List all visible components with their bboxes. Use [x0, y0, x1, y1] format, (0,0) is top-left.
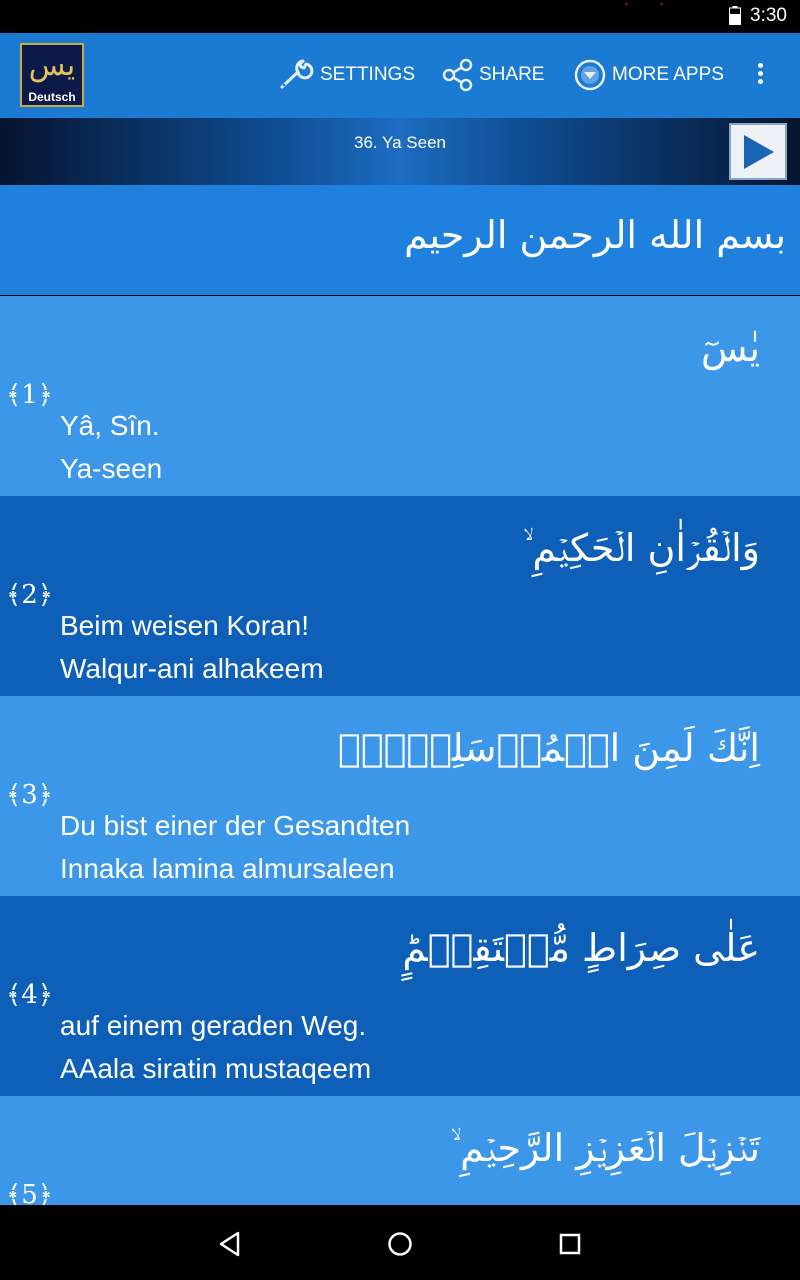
verse-translation: auf einem geraden Weg. — [60, 1010, 367, 1041]
app-logo[interactable] — [20, 43, 84, 107]
verse-arabic: يٰسٓ — [700, 326, 760, 370]
settings-button[interactable] — [278, 57, 415, 93]
notification-dot — [660, 3, 663, 5]
share-icon — [441, 58, 475, 92]
more-apps-button[interactable] — [574, 57, 724, 93]
basmala-text: بسم الله الرحمن الرحيم — [404, 213, 786, 257]
status-bar — [0, 0, 800, 33]
surah-title-bar — [0, 118, 800, 185]
basmala-row — [0, 185, 800, 295]
overflow-menu-icon[interactable] — [748, 63, 772, 89]
notification-dot — [625, 3, 628, 5]
settings-label: SETTINGS — [320, 64, 416, 85]
recents-icon[interactable] — [555, 1229, 585, 1259]
verse-item[interactable] — [0, 496, 800, 696]
chevron-down-circle-icon — [574, 58, 608, 92]
verse-arabic: عَلٰى صِرَاطٍ مُّسۡتَقِيۡمٍؕ — [402, 926, 760, 970]
verse-number: ﴾4﴿ — [6, 980, 54, 1010]
verse-translation: Yâ, Sîn. — [60, 410, 160, 441]
more-apps-label: MORE APPS — [612, 64, 724, 85]
verse-transliteration: Walqur-ani alhakeem — [60, 653, 324, 684]
play-icon — [739, 133, 777, 171]
verse-transliteration: AAala siratin mustaqeem — [60, 1053, 372, 1084]
verse-transliteration: Innaka lamina almursaleen — [60, 853, 395, 884]
verse-number: ﴾3﴿ — [6, 780, 54, 810]
play-button[interactable] — [729, 123, 787, 180]
share-button[interactable] — [441, 57, 544, 93]
verse-number: ﴾2﴿ — [6, 580, 54, 610]
battery-icon — [729, 6, 741, 25]
verse-item[interactable] — [0, 1096, 800, 1205]
verse-translation: Beim weisen Koran! — [60, 610, 310, 641]
wrench-icon — [278, 59, 316, 91]
verse-arabic: تَنۡزِيۡلَ الۡعَزِيۡزِ الرَّحِيۡمِ ۙ — [450, 1126, 760, 1170]
verse-arabic: اِنَّكَ لَمِنَ الۡمُرۡسَلِيۡنَۙ — [338, 726, 760, 770]
verse-item[interactable] — [0, 896, 800, 1096]
share-label: SHARE — [479, 64, 545, 85]
action-bar — [0, 33, 800, 118]
app-logo-label: Deutsch — [28, 90, 76, 104]
verse-arabic: وَالۡقُرۡاٰنِ الۡحَكِيۡمِ ۙ — [523, 526, 760, 570]
verse-number: ﴾1﴿ — [6, 380, 54, 410]
verse-translation: Du bist einer der Gesandten — [60, 810, 411, 841]
verse-item[interactable] — [0, 696, 800, 896]
surah-title: 36. Ya Seen — [353, 133, 446, 152]
home-icon[interactable] — [385, 1229, 415, 1259]
navigation-bar — [0, 1205, 800, 1280]
verse-transliteration: Ya-seen — [60, 453, 163, 484]
verse-number: ﴾5﴿ — [6, 1180, 54, 1205]
app-logo-glyph: يس — [28, 48, 76, 83]
verse-item[interactable] — [0, 296, 800, 496]
back-icon[interactable] — [215, 1229, 245, 1259]
status-time: 3:30 — [750, 5, 787, 26]
